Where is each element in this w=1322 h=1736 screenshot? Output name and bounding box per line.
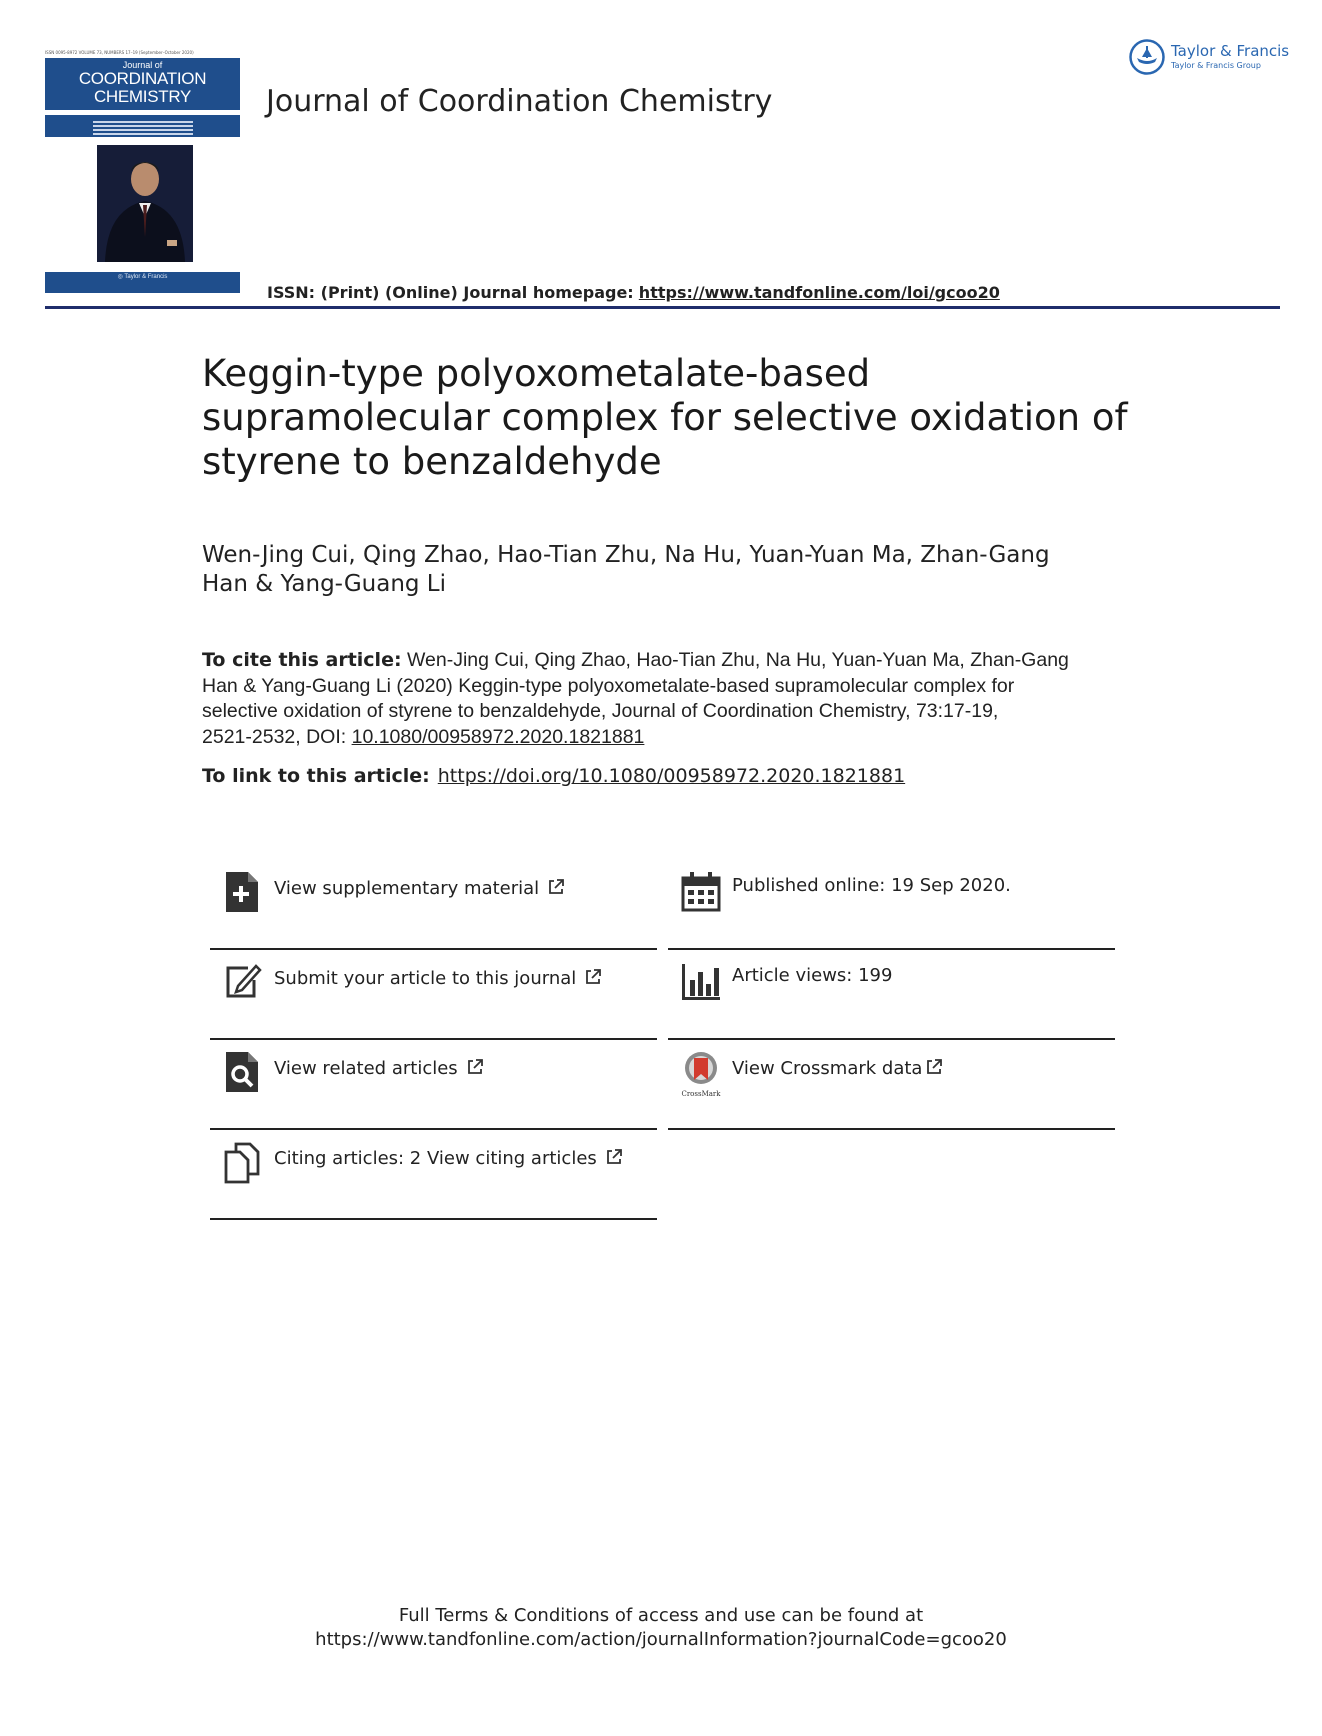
cover-publisher-band — [45, 272, 240, 293]
article-views-info — [668, 960, 1115, 1050]
taylor-francis-icon — [1128, 38, 1166, 76]
cover-title-band — [45, 58, 240, 110]
issn-homepage-line — [267, 283, 1000, 302]
citation-line-1: Wen-Jing Cui, Qing Zhao, Hao-Tian Zhu, Na Hu, Yuan-Yuan Ma, Zhan-Gang — [401, 649, 1069, 671]
external-link-icon — [584, 968, 602, 986]
cover-journal-big-2: CHEMISTRY — [93, 87, 192, 106]
citation-line-2: Han & Yang-Guang Li (2020) Keggin-type polyoxometalate-based supramolecular complex for — [202, 674, 1015, 697]
publisher-group: Taylor & Francis Group — [1171, 61, 1261, 70]
document-search-icon — [222, 1050, 264, 1094]
issn-label: ISSN: (Print) (Online) Journal homepage: — [267, 283, 634, 302]
row-divider — [210, 1038, 657, 1040]
supplementary-label: View supplementary material — [274, 878, 540, 899]
row-divider — [668, 948, 1115, 950]
citing-label: Citing articles: 2 View citing articles — [274, 1148, 597, 1169]
citation-block — [202, 648, 1132, 750]
citing-articles-link[interactable] — [210, 1140, 657, 1230]
footer-terms-link[interactable]: https://www.tandfonline.com/action/journalInformation?journalCode=gcoo20 — [315, 1629, 1007, 1650]
document-plus-icon — [222, 870, 264, 914]
copy-documents-icon — [222, 1140, 264, 1184]
published-online-label: Published online: 19 Sep 2020. — [732, 875, 1011, 896]
row-divider — [210, 1218, 657, 1220]
bar-chart-icon — [680, 960, 722, 1004]
view-crossmark-data-link[interactable] — [668, 1050, 1115, 1140]
header-divider — [45, 306, 1280, 309]
submit-label: Submit your article to this journal — [274, 968, 577, 989]
journal-title[interactable]: Journal of Coordination Chemistry — [266, 84, 773, 119]
article-title — [202, 352, 1132, 484]
row-divider — [668, 1128, 1115, 1130]
cover-subtitle-band — [45, 113, 240, 137]
related-label: View related articles — [274, 1058, 458, 1079]
authors-line-1: Wen-Jing Cui, Qing Zhao, Hao-Tian Zhu, Na Hu, Yuan-Yuan Ma, Zhan-Gang — [202, 542, 1050, 568]
publisher-logo[interactable] — [1128, 38, 1288, 78]
edit-pencil-icon — [222, 960, 264, 1004]
external-link-icon — [466, 1058, 484, 1076]
external-link-icon — [605, 1148, 623, 1166]
article-link-line — [202, 765, 905, 787]
authors-line-2: Han & Yang-Guang Li — [202, 571, 447, 597]
cover-publisher-text: Taylor & Francis — [124, 274, 168, 280]
row-divider — [210, 1128, 657, 1130]
publisher-name: Taylor & Francis — [1171, 42, 1290, 60]
article-link-label: To link to this article: — [202, 765, 430, 787]
crossmark-caption: CrossMark — [681, 1090, 721, 1098]
citation-label: To cite this article: — [202, 649, 402, 671]
journal-cover-image — [45, 50, 240, 293]
calendar-icon — [680, 870, 722, 914]
cover-journal-small: Journal of — [122, 60, 163, 70]
published-online-info — [668, 870, 1115, 960]
crossmark-icon — [680, 1050, 722, 1094]
journal-homepage-link[interactable]: https://www.tandfonline.com/loi/gcoo20 — [638, 283, 1000, 302]
article-views-label: Article views: 199 — [732, 965, 893, 986]
row-divider — [668, 1038, 1115, 1040]
view-related-articles-link[interactable] — [210, 1050, 657, 1140]
external-link-icon — [547, 878, 565, 896]
cover-publisher-icon: ◎ — [117, 274, 125, 280]
cover-issn-line: ISSN 0095-8972 VOLUME 73, NUMBERS 17–19 (September–October 2020) — [45, 50, 194, 55]
submit-article-link[interactable] — [210, 960, 657, 1050]
view-supplementary-material-link[interactable] — [210, 870, 657, 960]
terms-footer — [0, 1604, 1322, 1652]
article-title-line-2: supramolecular complex for selective oxidation of — [202, 396, 1128, 439]
article-doi-url[interactable]: https://doi.org/10.1080/00958972.2020.1821881 — [437, 765, 906, 787]
article-title-line-1: Keggin-type polyoxometalate-based — [202, 352, 871, 395]
citation-line-4: 2521-2532, DOI: — [202, 725, 352, 748]
footer-line-1: Full Terms & Conditions of access and use can be found at — [398, 1605, 924, 1626]
cover-portrait-photo — [97, 145, 193, 262]
doi-link[interactable]: 10.1080/00958972.2020.1821881 — [351, 725, 645, 748]
article-title-line-3: styrene to benzaldehyde — [202, 440, 662, 483]
external-link-icon — [925, 1058, 943, 1076]
row-divider — [210, 948, 657, 950]
crossmark-label: View Crossmark data — [732, 1058, 923, 1079]
cover-journal-big-1: COORDINATION — [78, 69, 207, 88]
citation-line-3: selective oxidation of styrene to benzaldehyde, Journal of Coordination Chemistry, 73:17-19, — [202, 700, 999, 722]
article-authors — [202, 541, 1132, 599]
